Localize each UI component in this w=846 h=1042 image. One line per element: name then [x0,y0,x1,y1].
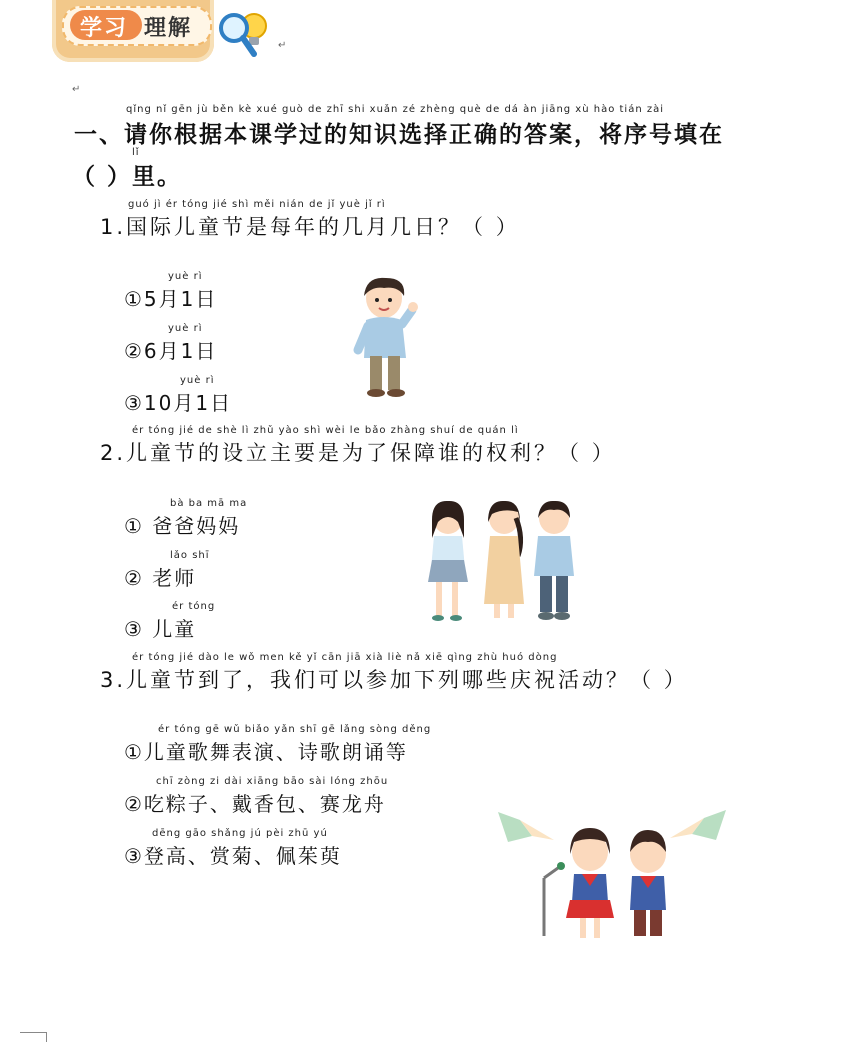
option-q3-2: ②吃粽子、戴香包、赛龙舟 [124,792,386,816]
option-q1-2: ②6月1日 [124,339,218,363]
option-q2-3: ③ 儿童 [124,617,197,641]
option-pinyin: yuè rì [168,323,203,334]
option-pinyin: lǎo shī [170,550,210,561]
heading-line2-pinyin: lǐ [132,147,140,158]
return-mark: ↵ [72,84,81,95]
option-pinyin: chī zòng zi dài xiāng bāo sài lóng zhōu [156,776,389,787]
option-pinyin: ér tóng [172,601,216,612]
badge-label-study: 学习 [80,16,129,41]
question-2: 2.儿童节的设立主要是为了保障谁的权利？（ ） [100,441,616,465]
section-badge [52,0,214,62]
question-1-pinyin: guó jì ér tóng jié shì měi nián de jǐ yuè jǐ rì [128,199,386,210]
answer-blank-line: （ ）里。 [72,164,183,190]
option-pinyin: bà ba mā ma [170,498,248,509]
performing-children-illustration [494,806,730,940]
option-q2-1: ① 爸爸妈妈 [124,514,241,538]
option-pinyin: yuè rì [180,375,215,386]
option-q1-3: ③10月1日 [124,391,233,415]
option-q1-1: ①5月1日 [124,287,218,311]
boy-illustration [350,274,422,400]
magnifier-bulb-icon [214,6,270,62]
heading-pinyin: qǐng nǐ gēn jù běn kè xué guò de zhī shi xuǎn zé zhèng què de dá àn jiāng xù hào tián zài [126,104,664,115]
option-q3-1: ①儿童歌舞表演、诗歌朗诵等 [124,740,408,764]
option-pinyin: yuè rì [168,271,203,282]
badge-label-understand: 理解 [144,16,193,41]
question-3-pinyin: ér tóng jié dào le wǒ men kě yǐ cān jiā xià liè nǎ xiē qìng zhù huó dòng [132,652,558,663]
children-group-illustration [420,498,580,624]
option-q2-2: ② 老师 [124,566,197,590]
question-1: 1.国际儿童节是每年的几月几日？（ ） [100,215,520,239]
return-mark: ↵ [278,40,287,51]
section-heading: 一、请你根据本课学过的知识选择正确的答案，将序号填在 [74,122,724,148]
option-pinyin: ér tóng gē wǔ biǎo yǎn shī gē lǎng sòng děng [158,724,432,735]
option-pinyin: dēng gāo shǎng jú pèi zhū yú [152,828,328,839]
question-2-pinyin: ér tóng jié de shè lì zhǔ yào shì wèi le bǎo zhàng shuí de quán lì [132,425,519,436]
question-3: 3.儿童节到了，我们可以参加下列哪些庆祝活动？（ ） [100,668,688,692]
option-q3-3: ③登高、赏菊、佩茱萸 [124,844,342,868]
